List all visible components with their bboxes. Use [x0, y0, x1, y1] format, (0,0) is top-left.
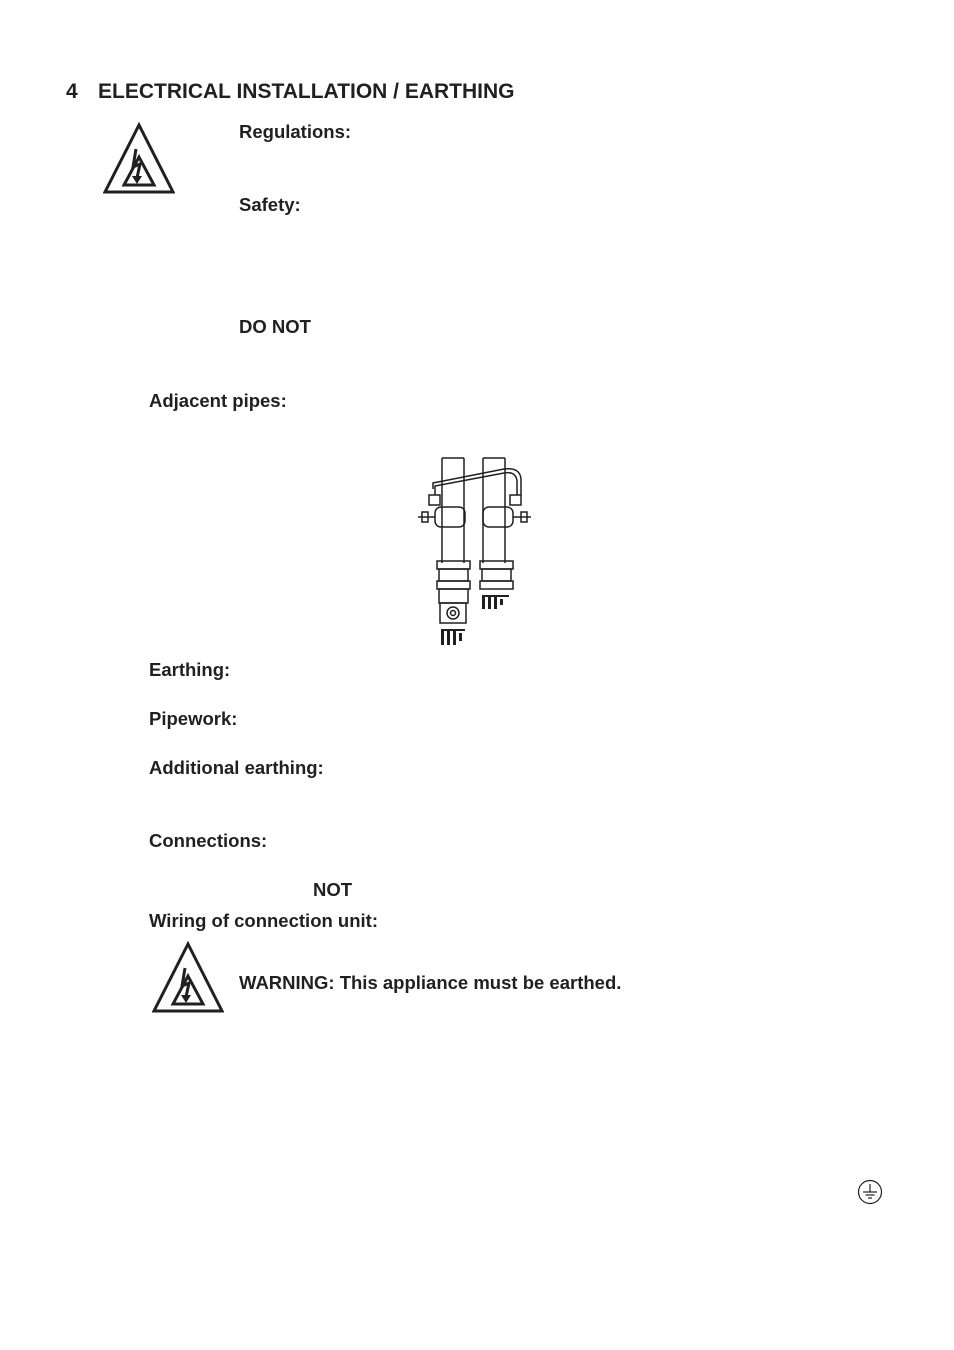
earth-bonding-pipes-diagram	[414, 455, 538, 649]
electrical-hazard-warning-icon	[152, 941, 224, 1013]
regulations-label: Regulations:	[239, 121, 352, 142]
not-label: NOT	[313, 879, 353, 900]
safety-label: Safety:	[239, 194, 301, 215]
connections-label: Connections:	[149, 830, 268, 851]
additional-earthing-label: Additional earthing:	[149, 757, 324, 778]
section-title: ELECTRICAL INSTALLATION / EARTHING	[98, 80, 515, 103]
earthing-label: Earthing:	[149, 659, 231, 680]
wiring-of-connection-unit-label: Wiring of connection unit:	[149, 910, 378, 931]
pipework-label: Pipework:	[149, 708, 238, 729]
electrical-hazard-icon	[103, 122, 175, 194]
do-not-label: DO NOT	[239, 316, 311, 337]
earthed-warning-text: WARNING: This appliance must be earthed.	[239, 972, 622, 993]
adjacent-pipes-label: Adjacent pipes:	[149, 390, 287, 411]
section-number: 4	[66, 80, 78, 103]
protective-earth-icon	[857, 1179, 883, 1205]
